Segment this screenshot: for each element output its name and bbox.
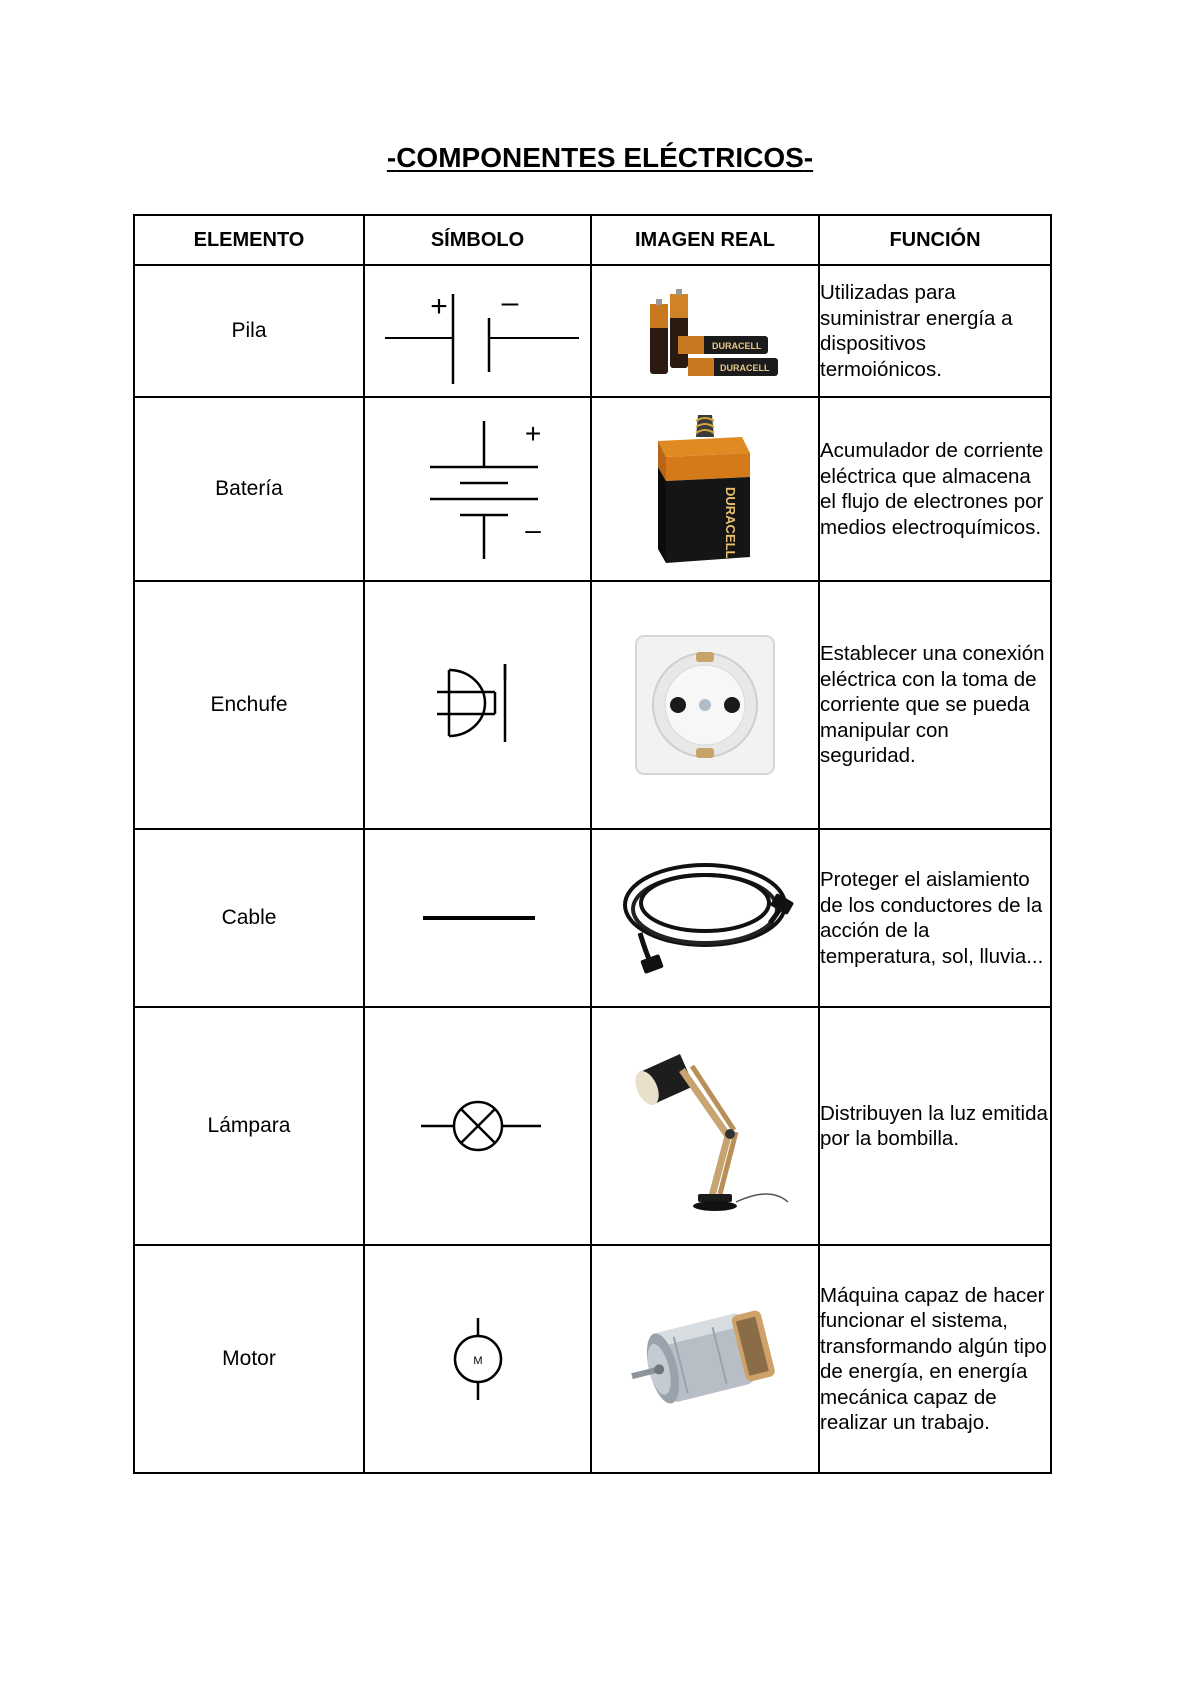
function-text: Acumulador de corriente eléctrica que almacena el flujo de electrones por medios electroquímicos. [819, 397, 1051, 581]
table-row [134, 1007, 1051, 1245]
table-row [134, 1245, 1051, 1473]
symbol-plus: + [429, 290, 448, 323]
symbol-motor-letter: M [472, 1355, 483, 1367]
table-row [134, 829, 1051, 1007]
lantern-battery-photo [591, 397, 819, 581]
table-row [134, 397, 1051, 581]
symbol-plus: + [524, 418, 541, 449]
battery-brand-text: DURACELL [723, 486, 738, 558]
table-row [134, 581, 1051, 829]
dc-motor-photo [591, 1245, 819, 1473]
element-name: Motor [134, 1245, 364, 1473]
components-table [133, 214, 1052, 1474]
wall-socket-photo [591, 581, 819, 829]
element-name: Cable [134, 829, 364, 1007]
table-header-row [134, 215, 1051, 265]
function-text: Utilizadas para suministrar energía a dispositivos termoiónicos. [819, 265, 1051, 397]
function-text: Establecer una conexión eléctrica con la toma de corriente que se pueda manipular con seguridad. [819, 581, 1051, 829]
hdmi-cable-photo [591, 829, 819, 1007]
cell-symbol-icon [364, 265, 591, 397]
battery-symbol-icon [364, 397, 591, 581]
element-name: Batería [134, 397, 364, 581]
header-symbol: SÍMBOLO [364, 215, 591, 265]
element-name: Lámpara [134, 1007, 364, 1245]
table-row [134, 265, 1051, 397]
element-name: Pila [134, 265, 364, 397]
battery-brand-text: DURACELL [712, 341, 762, 351]
motor-symbol-icon [364, 1245, 591, 1473]
symbol-minus: – [524, 514, 541, 545]
plug-socket-symbol-icon [364, 581, 591, 829]
aa-batteries-photo [591, 265, 819, 397]
battery-brand-text: DURACELL [720, 363, 770, 373]
header-image: IMAGEN REAL [591, 215, 819, 265]
symbol-minus: – [501, 286, 518, 319]
function-text: Proteger el aislamiento de los conductores de la acción de la temperatura, sol, lluvia... [819, 829, 1051, 1007]
wire-symbol-icon [364, 829, 591, 1007]
function-text: Máquina capaz de hacer funcionar el sistema, transformando algún tipo de energía, en energía mecánica capaz de realizar un trabajo. [819, 1245, 1051, 1473]
page-title-text: COMPONENTES ELÉCTRICOS [396, 142, 804, 173]
page-title: -COMPONENTES ELÉCTRICOS- [386, 142, 814, 173]
lamp-symbol-icon [364, 1007, 591, 1245]
header-element: ELEMENTO [134, 215, 364, 265]
header-function: FUNCIÓN [819, 215, 1051, 265]
element-name: Enchufe [134, 581, 364, 829]
desk-lamp-photo [591, 1007, 819, 1245]
function-text: Distribuyen la luz emitida por la bombilla. [819, 1007, 1051, 1245]
